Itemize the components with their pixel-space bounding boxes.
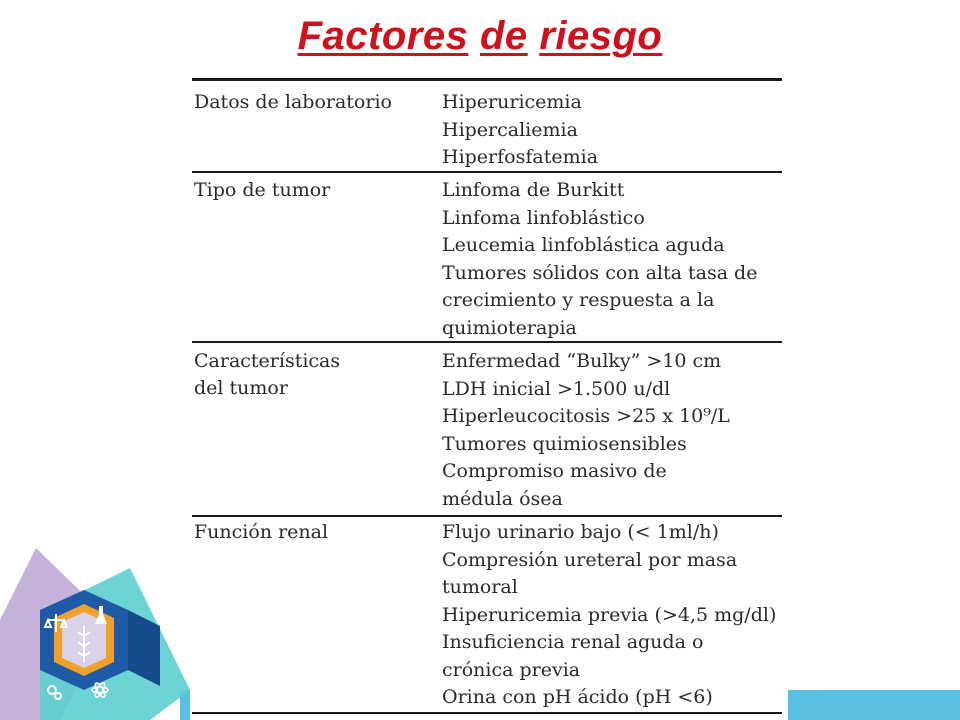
title-word-2: de (480, 14, 528, 58)
category-cell (194, 177, 434, 204)
list-item: tumoral (442, 576, 518, 598)
list-item: Hiperfosfatemia (442, 146, 599, 168)
list-item: Tumores quimiosensibles (442, 432, 687, 455)
category-cell (194, 519, 434, 546)
list-item: crecimiento y respuesta a la (442, 289, 715, 311)
list-item: Hipercaliemia (442, 118, 578, 141)
footer-bar-right (788, 690, 960, 720)
list-item: Hiperuricemia previa (>4,5 mg/dl) (442, 603, 777, 626)
category-label: Características (194, 350, 341, 372)
list-item: crónica previa (442, 658, 581, 681)
category-cell (194, 89, 434, 116)
row-divider (192, 515, 782, 517)
list-item: Compresión ureteral por masa (442, 548, 738, 571)
list-item: Enfermedad “Bulky” >10 cm (442, 350, 722, 372)
risk-factors-table (192, 78, 782, 720)
list-item: Leucemia linfoblástica aguda (442, 234, 725, 256)
items-cell (442, 177, 787, 342)
category-label: Datos de laboratorio (194, 91, 392, 113)
table-bottom-rule (192, 712, 782, 714)
list-item: médula ósea (442, 487, 563, 510)
list-item: Orina con pH ácido (pH <6) (442, 686, 713, 708)
list-item: Compromiso masivo de (442, 460, 667, 482)
list-item: Insuficiencia renal aguda o (442, 631, 704, 653)
list-item: Hiperuricemia (442, 91, 582, 113)
list-item: Linfoma linfoblástico (442, 206, 645, 229)
category-cell (194, 348, 434, 402)
category-label: del tumor (194, 377, 288, 399)
page-title (0, 8, 960, 64)
items-cell (442, 519, 787, 712)
row-divider (192, 341, 782, 343)
items-cell (442, 89, 787, 172)
list-item: quimioterapia (442, 316, 577, 339)
list-item: Hiperleucocitosis >25 x 10⁹/L (442, 405, 730, 427)
list-item: Flujo urinario bajo (< 1ml/h) (442, 521, 719, 543)
table-top-rule (192, 78, 782, 81)
category-label: Función renal (194, 521, 329, 543)
category-label: Tipo de tumor (194, 179, 331, 201)
medical-emblem-logo (0, 540, 200, 720)
items-cell (442, 348, 787, 513)
list-item: LDH inicial >1.500 u/dl (442, 377, 671, 400)
list-item: Tumores sólidos con alta tasa de (442, 261, 758, 284)
title-word-1: Factores (297, 14, 469, 58)
list-item: Linfoma de Burkitt (442, 179, 625, 201)
row-divider (192, 171, 782, 173)
title-word-3: riesgo (539, 14, 663, 58)
